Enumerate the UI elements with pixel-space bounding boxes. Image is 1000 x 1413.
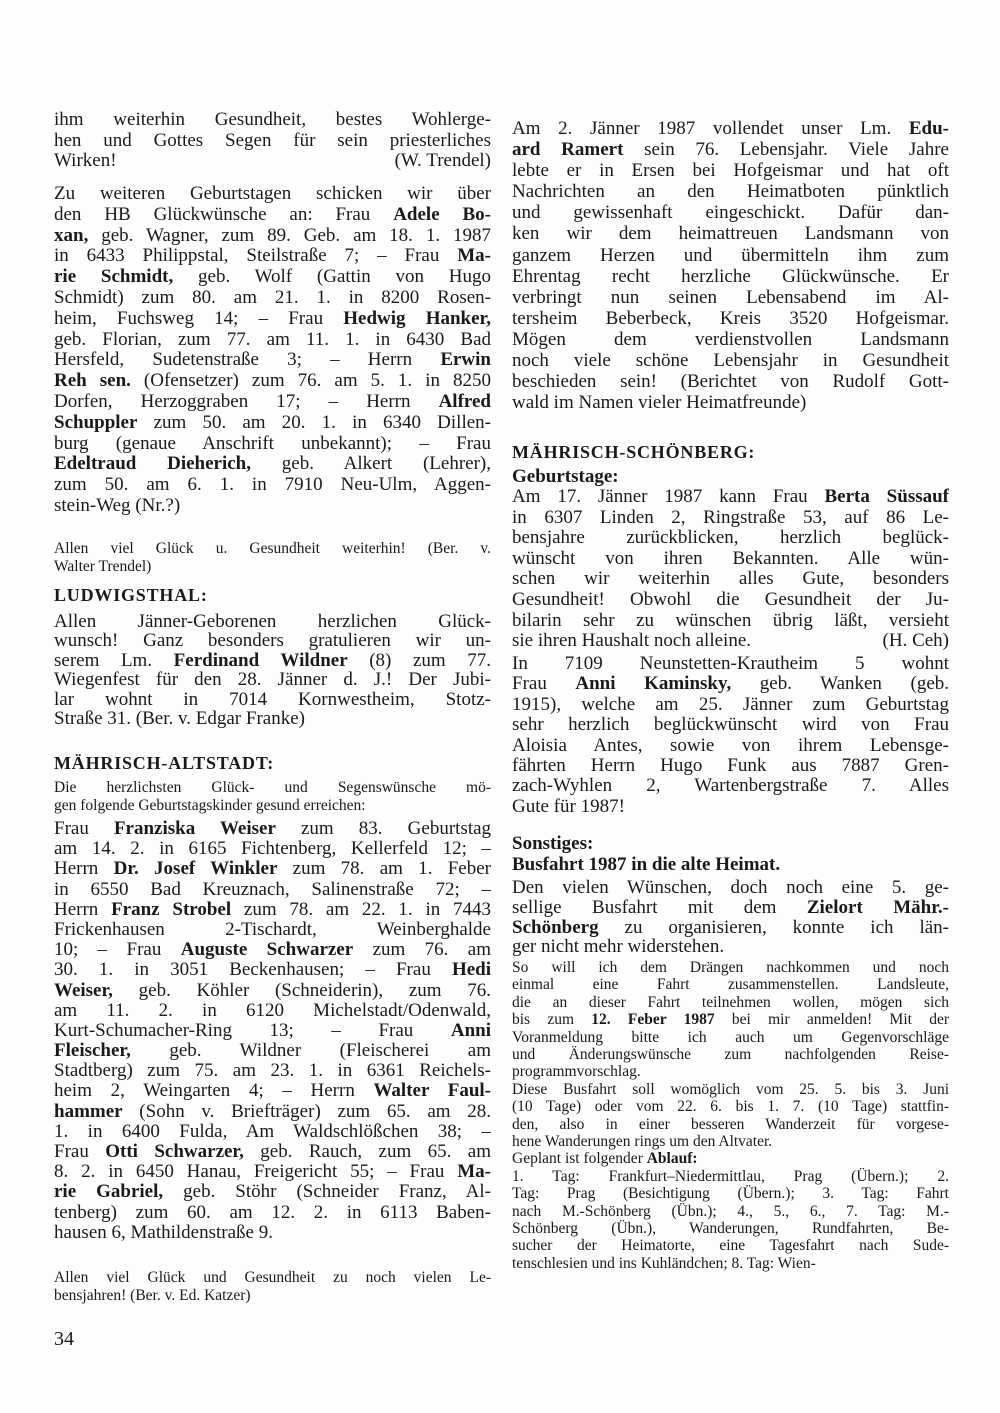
text-segment: lebte er in Ersen bei Hofgeismar und hat oft xyxy=(512,160,949,182)
text-line xyxy=(54,454,491,475)
text-line xyxy=(54,434,491,455)
bold-name: Auguste Schwarzer xyxy=(180,940,354,961)
small-paragraph xyxy=(54,540,491,576)
text-segment: burg (genaue Anschrift unbekannt); – Frau xyxy=(54,433,491,454)
text-line xyxy=(512,1220,949,1237)
text-line xyxy=(54,475,491,496)
text-segment: am 11. 2. in 6120 Michelstadt/Odenwald, xyxy=(54,1000,491,1021)
text-line xyxy=(512,371,949,392)
text-line xyxy=(512,1237,949,1254)
text-line xyxy=(512,160,949,181)
text-line xyxy=(54,880,491,900)
text-line xyxy=(512,994,949,1011)
subheading xyxy=(512,854,949,875)
text-segment: sehr herzlich beglückwünscht wird von Frau xyxy=(512,715,949,736)
text-line xyxy=(54,1081,491,1101)
bold-name: Hedi xyxy=(451,960,491,981)
text-segment: zum 78. am 1. Feber xyxy=(277,859,491,880)
text-segment: Allen Jänner-Geborenen herzlichen Glück- xyxy=(54,612,491,632)
text-line xyxy=(512,631,949,652)
text-segment: den, also in einer besseren Wanderzeit für vorgese- xyxy=(512,1115,949,1133)
text-line xyxy=(512,797,949,817)
text-line xyxy=(54,920,491,940)
text-segment: Die herzlichsten Glück- und Segenswünsche mö- xyxy=(54,779,491,796)
bold-name: Ferdinand Wildner xyxy=(173,650,348,671)
bold-name: Adele Bo- xyxy=(393,204,491,225)
text-segment: geb. Wagner, zum 89. Geb. am 18. 1. 1987 xyxy=(88,225,491,246)
text-segment: Herrn xyxy=(54,859,114,880)
text-segment: heim 2, Weingarten 4; – Herrn xyxy=(54,1081,374,1102)
text-segment: wunsch! Ganz besonders gratulieren wir un- xyxy=(54,631,491,651)
text-segment: 1. in 6400 Fulda, Am Waldschlößchen 38; – xyxy=(54,1121,491,1142)
text-segment: Zu weiteren Geburtstagen schicken wir über xyxy=(54,184,491,204)
small-paragraph xyxy=(512,1168,949,1272)
bold-name: Fleischer, xyxy=(54,1041,131,1062)
bold-name: 12. Feber 1987 xyxy=(591,1011,715,1029)
text-line xyxy=(54,413,491,434)
text-segment: Am 2. Jänner 1987 vollendet unser Lm. xyxy=(512,118,909,139)
paragraph xyxy=(54,612,491,728)
text-segment: und Änderungswünsche zum nachfolgenden Reise- xyxy=(512,1045,949,1063)
text-line xyxy=(54,651,491,670)
text-line xyxy=(512,918,949,938)
text-segment: in 6433 Philippstal, Steilstraße 7; – Frau xyxy=(54,246,458,267)
text-segment: zum 78. am 22. 1. in 7443 xyxy=(231,899,491,920)
text-segment: Geburtstage: xyxy=(512,466,619,487)
text-segment: geb. Wolf (Gattin von Hugo xyxy=(173,267,491,288)
bold-name: Weiser, xyxy=(54,980,113,1001)
bold-name: Ma- xyxy=(457,246,491,267)
text-segment: Frau xyxy=(54,1142,106,1162)
text-line xyxy=(512,181,949,202)
text-segment: Straße 31. (Ber. v. Edgar Franke) xyxy=(54,708,305,729)
text-line xyxy=(512,1081,949,1098)
text-segment: geb. Florian, zum 77. am 11. 1. in 6430 Bad xyxy=(54,329,491,350)
text-segment: in 6550 Bad Kreuznach, Salinenstraße 72; – xyxy=(54,879,491,900)
text-line xyxy=(512,833,949,854)
text-line xyxy=(512,1046,949,1063)
section-heading xyxy=(512,441,949,463)
text-line xyxy=(512,1185,949,1202)
text-line xyxy=(54,392,491,413)
text-segment: geb. Alkert (Lehrer), xyxy=(251,454,491,475)
text-segment: geb. Wildner (Fleischerei am xyxy=(130,1041,491,1062)
text-line xyxy=(512,937,949,957)
text-segment: Voranmeldung bitte ich auch um Gegenvorschläge xyxy=(512,1028,949,1046)
text-line xyxy=(54,1142,491,1162)
text-line xyxy=(54,859,491,879)
text-segment: Kurt-Schumacher-Ring 13; – Frau xyxy=(54,1020,451,1041)
text-line xyxy=(512,1168,949,1185)
bold-name: Ablauf: xyxy=(646,1150,698,1168)
text-segment: in 6307 Linden 2, Ringstraße 53, auf 86 Le- xyxy=(512,507,949,528)
text-line xyxy=(54,309,491,330)
bold-name: xan, xyxy=(54,225,89,246)
bold-name: Edeltraud Dieherich, xyxy=(54,454,251,475)
text-segment: geb. Köhler (Schneiderin), zum 76. xyxy=(112,980,491,1001)
text-line xyxy=(54,690,491,709)
text-line xyxy=(512,1116,949,1133)
text-segment: ger nicht mehr widerstehen. xyxy=(512,937,725,958)
text-line xyxy=(512,1063,949,1080)
text-segment: am 14. 2. in 6165 Fichtenberg, Kellerfeld 12; – xyxy=(54,839,491,860)
text-segment: noch viele schöne Lebensjahr in Gesundheit xyxy=(512,350,949,372)
text-segment: serem Lm. xyxy=(54,650,174,671)
text-line xyxy=(54,900,491,920)
text-line xyxy=(512,674,949,694)
text-line xyxy=(512,1029,949,1046)
text-line xyxy=(512,854,949,875)
text-line xyxy=(512,878,949,898)
page-number: 34 xyxy=(54,1328,74,1350)
text-segment: den HB Glückwünsche an: Frau xyxy=(54,204,394,225)
text-line xyxy=(54,1223,491,1243)
bold-name: Anni Kaminsky, xyxy=(575,674,732,695)
text-segment: Gute für 1987! xyxy=(512,796,625,817)
text-segment: heim, Fuchsweg 14; – Frau xyxy=(54,308,344,329)
text-segment: In 7109 Neunstetten-Krautheim 5 wohnt xyxy=(512,654,949,674)
text-segment: geb. Wanken (geb. xyxy=(731,674,949,695)
text-line xyxy=(54,131,491,152)
text-line xyxy=(512,223,949,244)
text-segment: sellige Busfahrt mit dem xyxy=(512,897,807,918)
text-segment: MÄHRISCH-SCHÖNBERG: xyxy=(512,442,756,462)
text-line xyxy=(512,1203,949,1220)
bold-name: Zielort Mähr.- xyxy=(806,897,949,918)
text-line xyxy=(512,487,949,508)
text-line xyxy=(54,839,491,859)
text-line xyxy=(512,392,949,413)
bold-name: Otti Schwarzer, xyxy=(105,1142,244,1162)
text-segment: 1. Tag: Frankfurt–Niedermittlau, Prag (Übern.); 2. xyxy=(512,1167,949,1185)
small-paragraph xyxy=(512,959,949,1081)
bold-name: Schuppler xyxy=(54,412,138,433)
paragraph xyxy=(512,487,949,652)
paragraph xyxy=(54,184,491,517)
text-segment: bis zum xyxy=(512,1011,592,1029)
text-line xyxy=(512,508,949,529)
text-line xyxy=(512,654,949,674)
text-line xyxy=(512,736,949,756)
bold-name: Berta Süssauf xyxy=(824,487,949,507)
text-segment: schen wir weiterhin alles Gute, besonders xyxy=(512,569,949,590)
text-line xyxy=(54,940,491,960)
bold-name: Franziska Weiser xyxy=(113,819,276,839)
text-segment: tenschlesien und ins Kuhländchen; 8. Tag: Wien- xyxy=(512,1254,816,1272)
text-segment: Wiegenfest für den 28. Jänner d. J.! Der Jubi- xyxy=(54,670,491,690)
text-line xyxy=(512,549,949,570)
text-segment: Diese Busfahrt soll womöglich vom 25. 5. bis 3. Juni xyxy=(512,1080,949,1098)
text-segment: Mögen dem verdienstvollen Landsmann xyxy=(512,328,949,350)
text-line xyxy=(54,1287,491,1305)
text-segment: sein 76. Lebensjahr. Viele Jahre xyxy=(623,139,949,161)
text-segment: So will ich dem Drängen nachkommen und noch xyxy=(512,959,949,976)
left-column xyxy=(54,0,491,1413)
text-segment: Wirken! xyxy=(54,151,117,171)
text-segment: bei mir anmelden! Mit der xyxy=(714,1011,949,1029)
text-segment: Tag: Prag (Besichtigung (Übern.); 3. Tag: Fahrt xyxy=(512,1185,949,1203)
text-line xyxy=(54,288,491,309)
text-line xyxy=(54,981,491,1001)
text-segment: 1915), welche am 25. Jänner zum Geburtstag xyxy=(512,694,949,715)
text-line xyxy=(512,139,949,160)
text-line xyxy=(54,267,491,288)
text-line xyxy=(512,776,949,796)
section-heading xyxy=(54,584,491,606)
text-segment: Frickenhausen 2-Tischardt, Weinberghalde xyxy=(54,919,491,940)
text-line xyxy=(54,558,491,576)
text-line xyxy=(512,1098,949,1115)
text-line xyxy=(54,226,491,247)
text-segment: wünscht von ihren Bekannten. Alle wün- xyxy=(512,548,949,569)
bold-name: rie Gabriel, xyxy=(54,1182,164,1203)
text-segment: hen und Gottes Segen für sein priesterliches xyxy=(54,130,491,151)
text-segment: Aloisia Antes, sowie von ihrem Lebensge- xyxy=(512,735,949,756)
bold-name: Anni xyxy=(450,1020,491,1041)
paragraph xyxy=(54,110,491,172)
text-segment: LUDWIGSTHAL: xyxy=(54,585,208,605)
text-line xyxy=(512,695,949,715)
text-line xyxy=(54,752,491,774)
text-segment: tenberg) zum 60. am 12. 2. in 6113 Baben- xyxy=(54,1202,491,1223)
text-segment: Nachrichten an den Heimatboten pünktlich xyxy=(512,181,949,203)
text-line xyxy=(512,1255,949,1272)
small-paragraph xyxy=(512,1150,949,1167)
text-line xyxy=(54,1182,491,1202)
text-segment: Allen viel Glück u. Gesundheit weiterhin! (Ber. v. xyxy=(54,540,491,557)
text-segment: geb. Stöhr (Schneider Franz, Al- xyxy=(163,1182,491,1203)
text-line xyxy=(512,1133,949,1150)
text-line xyxy=(54,496,491,517)
text-line xyxy=(54,670,491,689)
text-line xyxy=(512,245,949,266)
text-segment: Ehrentag recht herzliche Glückwünsche. Er xyxy=(512,265,949,287)
text-segment: lar wohnt in 7014 Kornwestheim, Stotz- xyxy=(54,689,491,709)
text-segment: zum 83. Geburtstag xyxy=(275,819,491,839)
text-line xyxy=(54,1041,491,1061)
text-segment: beschieden sein! (Berichtet von Rudolf Gott- xyxy=(512,371,949,393)
text-line xyxy=(54,205,491,226)
text-line xyxy=(54,330,491,351)
text-line xyxy=(512,466,949,487)
text-segment: geb. Rauch, zum 65. am xyxy=(243,1142,491,1162)
text-line xyxy=(512,756,949,776)
text-line xyxy=(54,1021,491,1041)
text-segment: Hersfeld, Sudetenstraße 3; – Herrn xyxy=(54,350,441,371)
paragraph xyxy=(512,118,949,413)
text-segment: gen folgende Geburtstagskinder gesund erreichen: xyxy=(54,797,366,814)
text-line xyxy=(54,709,491,728)
text-line xyxy=(512,715,949,735)
text-segment: fährten Herrn Hugo Funk aus 7887 Gren- xyxy=(512,755,949,776)
text-line xyxy=(54,779,491,797)
paragraph xyxy=(512,878,949,957)
bold-name: Schönberg xyxy=(512,917,599,938)
bold-name: Alfred xyxy=(438,391,491,412)
bold-name: rie Schmidt, xyxy=(54,267,174,288)
text-line xyxy=(512,441,949,463)
text-line xyxy=(512,590,949,611)
text-line xyxy=(512,611,949,632)
text-segment: bilarin sehr zu wünschen übrig läßt, versieht xyxy=(512,610,949,631)
text-line xyxy=(54,151,491,172)
text-segment: Allen viel Glück und Gesundheit zu noch vielen Le- xyxy=(54,1269,491,1286)
text-line xyxy=(54,371,491,392)
text-line xyxy=(54,612,491,631)
text-line xyxy=(512,308,949,329)
text-segment: zum 50. am 6. 1. in 7910 Neu-Ulm, Aggen- xyxy=(54,475,491,496)
text-line xyxy=(54,1269,491,1287)
text-segment: Stadtberg) zum 75. am 23. 1. in 6361 Reichels- xyxy=(54,1061,491,1082)
text-segment: tersheim Beberbeck, Kreis 3520 Hofgeismar. xyxy=(512,307,949,329)
text-segment: Gesundheit! Obwohl die Gesundheit der Ju- xyxy=(512,589,949,610)
text-line xyxy=(54,1122,491,1142)
text-line xyxy=(54,1162,491,1182)
text-line xyxy=(512,266,949,287)
text-segment: Herrn xyxy=(54,899,112,920)
bold-name: Reh sen. xyxy=(54,371,131,392)
text-line xyxy=(512,898,949,918)
text-segment: zum 50. am 20. 1. in 6340 Dillen- xyxy=(137,412,491,433)
text-segment: Geplant ist folgender xyxy=(512,1150,647,1168)
text-segment: zum 76. am xyxy=(353,940,491,961)
text-segment: ihm weiterhin Gesundheit, bestes Wohlerge- xyxy=(54,110,491,130)
text-line xyxy=(54,540,491,558)
text-segment: Schönberg (Übn.), Wanderungen, Rundfahrten, Be- xyxy=(512,1219,949,1237)
text-line xyxy=(54,110,491,131)
text-segment: bensjahren! (Ber. v. Ed. Katzer) xyxy=(54,1287,251,1304)
text-segment: stein-Weg (Nr.?) xyxy=(54,495,181,516)
text-line xyxy=(512,976,949,993)
text-segment: Sonstiges: xyxy=(512,833,594,854)
text-segment: (10 Tage) oder vom 22. 6. bis 1. 7. (10 Tage) stattfin- xyxy=(512,1098,949,1116)
text-segment: hene Wanderungen rings um den Altvater. xyxy=(512,1132,773,1150)
bold-name: Dr. Josef Winkler xyxy=(113,859,278,880)
text-line xyxy=(512,1150,949,1167)
bold-name: Walter Faul- xyxy=(373,1081,491,1102)
paragraph xyxy=(512,654,949,817)
text-segment: bensjahre zurückblicken, herzlich beglück- xyxy=(512,528,949,549)
paragraph xyxy=(54,819,491,1243)
text-segment: 30. 1. in 3051 Beckenhausen; – Frau xyxy=(54,960,452,981)
text-segment: einmal eine Fahrt zusammenstellen. Landsleute, xyxy=(512,976,949,994)
text-segment: die an dieser Fahrt teilnehmen wollen, mögen sich xyxy=(512,993,949,1011)
text-segment: (8) zum 77. xyxy=(347,650,491,671)
section-heading xyxy=(54,752,491,774)
text-segment: MÄHRISCH-ALTSTADT: xyxy=(54,753,275,773)
text-line xyxy=(54,1102,491,1122)
text-segment: (Ofensetzer) zum 76. am 5. 1. in 8250 xyxy=(130,371,491,392)
text-line xyxy=(54,631,491,650)
text-line xyxy=(54,1203,491,1223)
text-line xyxy=(54,1001,491,1021)
text-segment: Busfahrt 1987 in die alte Heimat. xyxy=(512,854,781,875)
text-segment: Schmidt) zum 80. am 21. 1. in 8200 Rosen- xyxy=(54,287,491,308)
text-segment: (Sohn v. Briefträger) zum 65. am 28. xyxy=(122,1101,491,1122)
text-segment: zu organisieren, konnte ich län- xyxy=(598,917,949,938)
text-line xyxy=(54,960,491,980)
text-segment: ganzem Herzen und übermitteln ihm zum xyxy=(512,244,949,266)
text-line xyxy=(512,287,949,308)
text-segment: wald im Namen vieler Heimatfreunde) xyxy=(512,392,807,414)
text-line xyxy=(512,118,949,139)
text-line xyxy=(512,202,949,223)
text-line xyxy=(512,350,949,371)
bold-name: Franz Strobel xyxy=(111,899,232,920)
text-line xyxy=(54,819,491,839)
text-segment: 10; – Frau xyxy=(54,940,181,961)
text-line xyxy=(512,329,949,350)
text-segment: sie ihren Haushalt noch alleine. xyxy=(512,631,752,652)
text-line xyxy=(54,1061,491,1081)
right-column xyxy=(512,0,949,1413)
subheading xyxy=(512,833,949,854)
bold-name: Ma- xyxy=(457,1162,491,1183)
small-paragraph xyxy=(54,779,491,815)
text-segment: ken wir dem heimattreuen Landsmann von xyxy=(512,223,949,245)
text-line xyxy=(512,569,949,590)
author-signature: (H. Ceh) xyxy=(882,631,949,652)
text-segment: hausen 6, Mathildenstraße 9. xyxy=(54,1222,273,1243)
text-line xyxy=(54,350,491,371)
text-line xyxy=(512,1011,949,1028)
text-segment: 8. 2. in 6450 Hanau, Freigericht 55; – Frau xyxy=(54,1162,458,1183)
text-line xyxy=(512,959,949,976)
text-segment: und gewissenhaft eingeschickt. Dafür dan- xyxy=(512,202,949,224)
text-segment: Dorfen, Herzoggraben 17; – Herrn xyxy=(54,391,439,412)
text-segment: programmvorschlag. xyxy=(512,1063,641,1081)
text-segment: verbringt nun seinen Lebensabend im Al- xyxy=(512,286,949,308)
text-segment: sucher der Heimatorte, eine Tagesfahrt nach Sude- xyxy=(512,1237,949,1255)
small-paragraph xyxy=(54,1269,491,1305)
bold-name: ard Ramert xyxy=(512,139,624,161)
text-segment: zach-Wyhlen 2, Wartenbergstraße 7. Alles xyxy=(512,776,949,797)
subheading xyxy=(512,466,949,487)
text-line xyxy=(512,528,949,549)
small-paragraph xyxy=(512,1081,949,1151)
text-line xyxy=(54,184,491,205)
text-segment: Frau xyxy=(54,819,114,839)
bold-name: hammer xyxy=(54,1101,123,1122)
bold-name: Hedwig Hanker, xyxy=(343,308,491,329)
text-segment: Den vielen Wünschen, doch noch eine 5. ge- xyxy=(512,878,949,898)
bold-name: Erwin xyxy=(440,350,491,371)
text-segment: nach M.-Schönberg (Übn.); 4., 5., 6., 7. Tag: M.- xyxy=(512,1202,949,1220)
text-segment: Frau xyxy=(512,674,576,695)
text-line xyxy=(54,797,491,815)
text-line xyxy=(54,246,491,267)
text-segment: Walter Trendel) xyxy=(54,558,152,575)
bold-name: Edu- xyxy=(908,118,949,139)
author-signature: (W. Trendel) xyxy=(394,151,491,171)
text-line xyxy=(54,584,491,606)
text-segment: Am 17. Jänner 1987 kann Frau xyxy=(512,487,825,507)
